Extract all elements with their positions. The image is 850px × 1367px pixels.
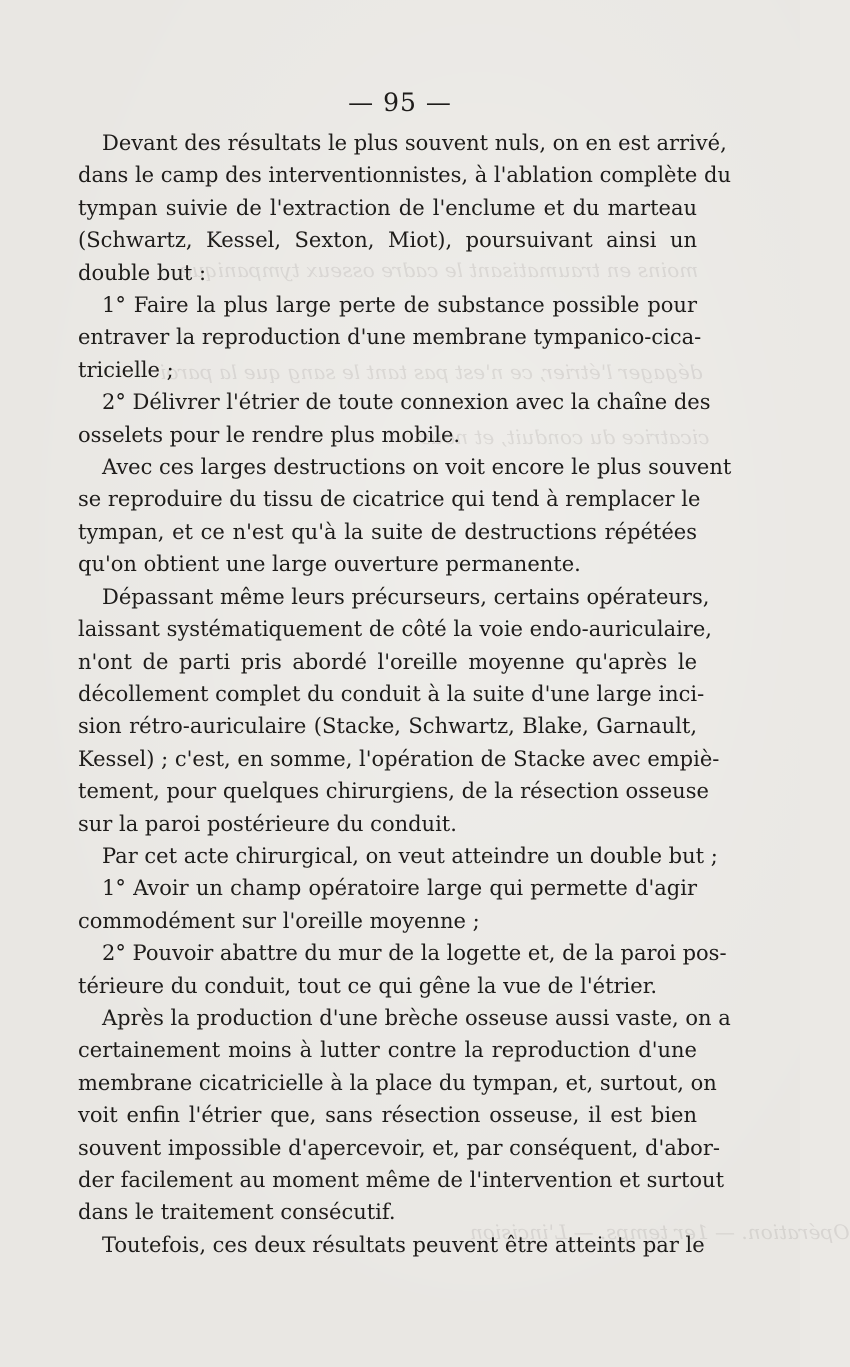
text-line: térieure du conduit, tout ce qui gêne la vue de l'étrier. xyxy=(78,973,658,998)
text-line: voit enfin l'étrier que, sans résection osseuse, il est bien xyxy=(78,1103,697,1128)
text-line: Kessel) ; c'est, en somme, l'opération de Stacke avec empiè- xyxy=(78,746,720,771)
text-line: Par cet acte chirurgical, on veut atteindre un double but ; xyxy=(102,843,718,868)
text-line: der facilement au moment même de l'intervention et surtout xyxy=(78,1168,725,1192)
body-text xyxy=(78,127,732,1261)
text-line: décollement complet du conduit à la suite d'une large inci- xyxy=(78,681,705,706)
text-line: certainement moins à lutter contre la reproduction d'une xyxy=(78,1038,697,1063)
text-line: 1° Avoir un champ opératoire large qui permette d'agir xyxy=(102,876,697,901)
text-line: dans le camp des interventionnistes, à l'ablation complète du xyxy=(78,163,731,188)
text-line: double but : xyxy=(78,260,207,285)
text-line: tympan, et ce n'est qu'à la suite de destructions répétées xyxy=(78,519,697,544)
page-number: — 95 — xyxy=(348,88,452,117)
text-line: Toutefois, ces deux résultats peuvent être atteints par le xyxy=(102,1232,705,1257)
text-line: Devant des résultats le plus souvent nuls, on en est arrivé, xyxy=(102,131,727,155)
text-line: Après la production d'une brèche osseuse aussi vaste, on a xyxy=(102,1005,731,1030)
show-through-text: cicatrice du conduit, et nous xyxy=(420,425,710,449)
text-line: tement, pour quelques chirurgiens, de la résection osseuse xyxy=(78,779,709,804)
text-line: Dépassant même leurs précurseurs, certains opérateurs, xyxy=(102,584,710,609)
text-line: osselets pour le rendre plus mobile. xyxy=(78,422,461,447)
text-line: membrane cicatricielle à la place du tympan, et, surtout, on xyxy=(78,1070,717,1095)
text-line: souvent impossible d'apercevoir, et, par conséquent, d'abor- xyxy=(78,1135,720,1160)
show-through-text: Opération. — 1er temps. — L'incision xyxy=(470,1220,850,1244)
text-line: Avec ces larges destructions on voit encore le plus souvent xyxy=(102,455,732,480)
text-line: (Schwartz, Kessel, Sexton, Miot), poursuivant ainsi un xyxy=(78,228,697,253)
text-line: 2° Pouvoir abattre du mur de la logette et, de la paroi pos- xyxy=(102,941,727,966)
show-through-text: moins en traumatisant le cadre osseux tympanique xyxy=(180,258,699,282)
text-line: sur la paroi postérieure du conduit. xyxy=(78,811,457,836)
text-line: laissant systématiquement de côté la voie endo-auriculaire, xyxy=(78,617,712,642)
text-line: dans le traitement consécutif. xyxy=(78,1200,396,1225)
text-line: se reproduire du tissu de cicatrice qui tend à remplacer le xyxy=(78,487,701,512)
text-line: 1° Faire la plus large perte de substance possible pour xyxy=(102,293,697,318)
show-through-text: dégager l'étrier, ce n'est pas tant le sang que la paroi xyxy=(160,360,703,384)
text-line: entraver la reproduction d'une membrane tympanico-cica- xyxy=(78,325,702,350)
text-line: tympan suivie de l'extraction de l'enclume et du marteau xyxy=(78,195,697,220)
text-line: qu'on obtient une large ouverture permanente. xyxy=(78,552,581,577)
text-line: commodément sur l'oreille moyenne ; xyxy=(78,908,480,933)
text-line: n'ont de parti pris abordé l'oreille moyenne qu'après le xyxy=(78,649,697,674)
text-line: sion rétro-auriculaire (Stacke, Schwartz, Blake, Garnault, xyxy=(78,714,697,739)
text-line: tricielle ; xyxy=(78,357,174,382)
text-line: 2° Délivrer l'étrier de toute connexion avec la chaîne des xyxy=(102,390,711,415)
